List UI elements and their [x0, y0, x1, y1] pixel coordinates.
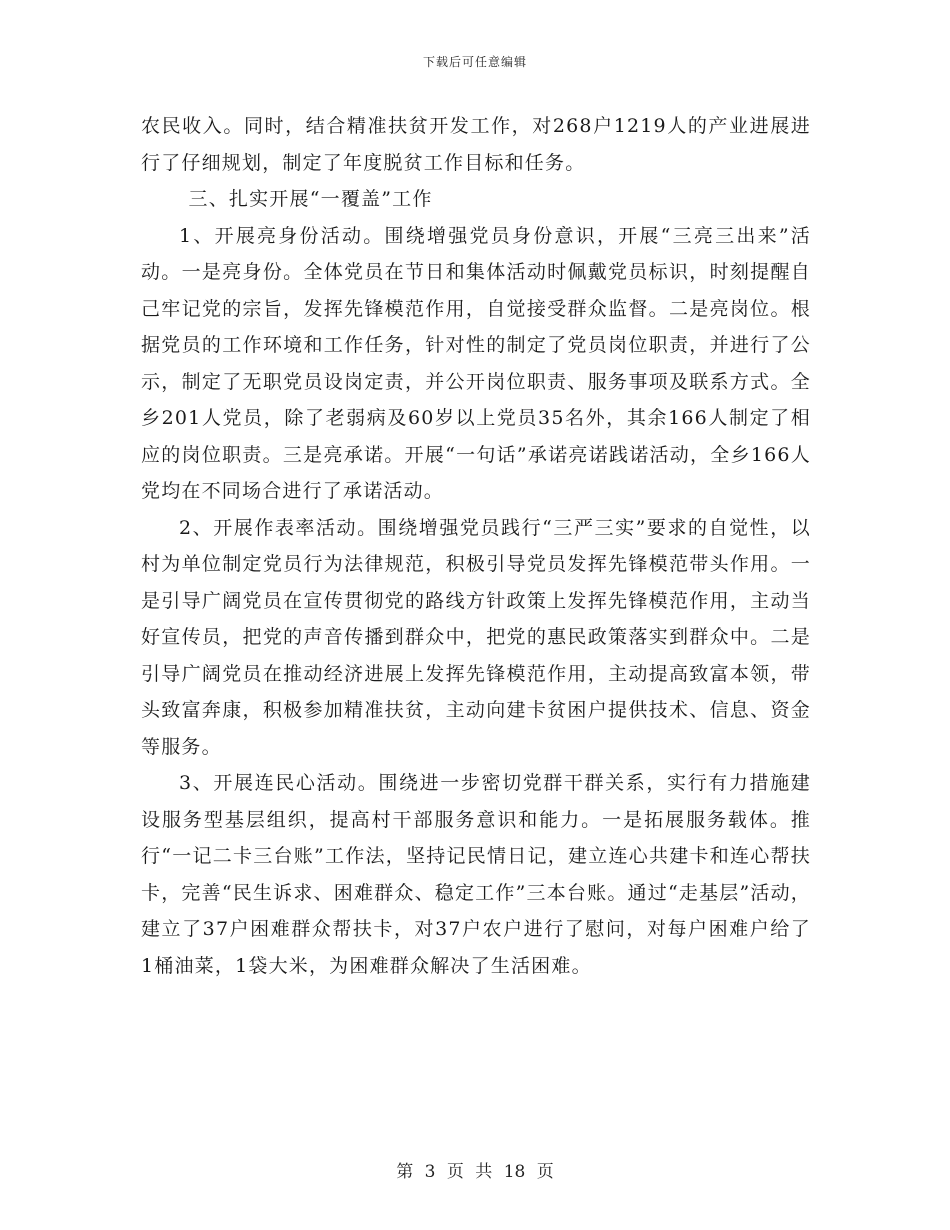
paragraph-item-2: 2、开展作表率活动。围绕增强党员践行“三严三实”要求的自觉性，以村为单位制定党员行为法律规范，积极引导党员发挥先锋模范带头作用。一是引导广阔党员在宣传贯彻党的路线方针政策上发挥先锋模范作用，主动当好宣传员，把党的声音传播到群众中，把党的惠民政策落实到群众中。二是引导广阔党员在推动经济进展上发挥先锋模范作用，主动提高致富本领，带头致富奔康，积极参加精准扶贫，主动向建卡贫困户提供技术、信息、资金等服务。	[141, 516, 811, 758]
paragraph-continuation: 农民收入。同时，结合精准扶贫开发工作，对268户1219人的产业进展进行了仔细规划，制定了年度脱贫工作目标和任务。	[141, 115, 811, 174]
paragraph-item-3: 3、开展连民心活动。围绕进一步密切党群干群关系，实行有力措施建设服务型基层组织，提高村干部服务意识和能力。一是拓展服务载体。推行“一记二卡三台账”工作法，坚持记民情日记，建立连心共建卡和连心帮扶卡，完善“民生诉求、困难群众、稳定工作”三本台账。通过“走基层”活动，建立了37户困难群众帮扶卡，对37户农户进行了慰问，对每户困难户给了1桶油菜，1袋大米，为困难群众解决了生活困难。	[141, 772, 811, 977]
footer-total-word: 共	[475, 1162, 493, 1182]
footer-total-pages: 18	[503, 1162, 526, 1182]
footer-suffix: 页	[536, 1162, 554, 1182]
section-heading: 三、扎实开展“一覆盖”工作	[188, 188, 433, 210]
paragraph-item-1: 1、开展亮身份活动。围绕增强党员身份意识，开展“三亮三出来”活动。一是亮身份。全体党员在节日和集体活动时佩戴党员标识，时刻提醒自己牢记党的宗旨，发挥先锋模范作用，自觉接受群众监督。二是亮岗位。根据党员的工作环境和工作任务，针对性的制定了党员岗位职责，并进行了公示，制定了无职党员设岗定责，并公开岗位职责、服务事项及联系方式。全乡201人党员，除了老弱病及60岁以上党员35名外，其余166人制定了相应的岗位职责。三是亮承诺。开展“一句话”承诺亮诺践诺活动，全乡166人党均在不同场合进行了承诺活动。	[141, 224, 811, 502]
page-header-note: 下载后可任意编辑	[422, 55, 527, 69]
footer-prefix: 第	[396, 1162, 414, 1182]
footer-current-page: 3	[424, 1162, 436, 1182]
page-number-footer	[0, 1157, 950, 1182]
document-body	[141, 108, 811, 984]
footer-page-word: 页	[446, 1162, 464, 1182]
